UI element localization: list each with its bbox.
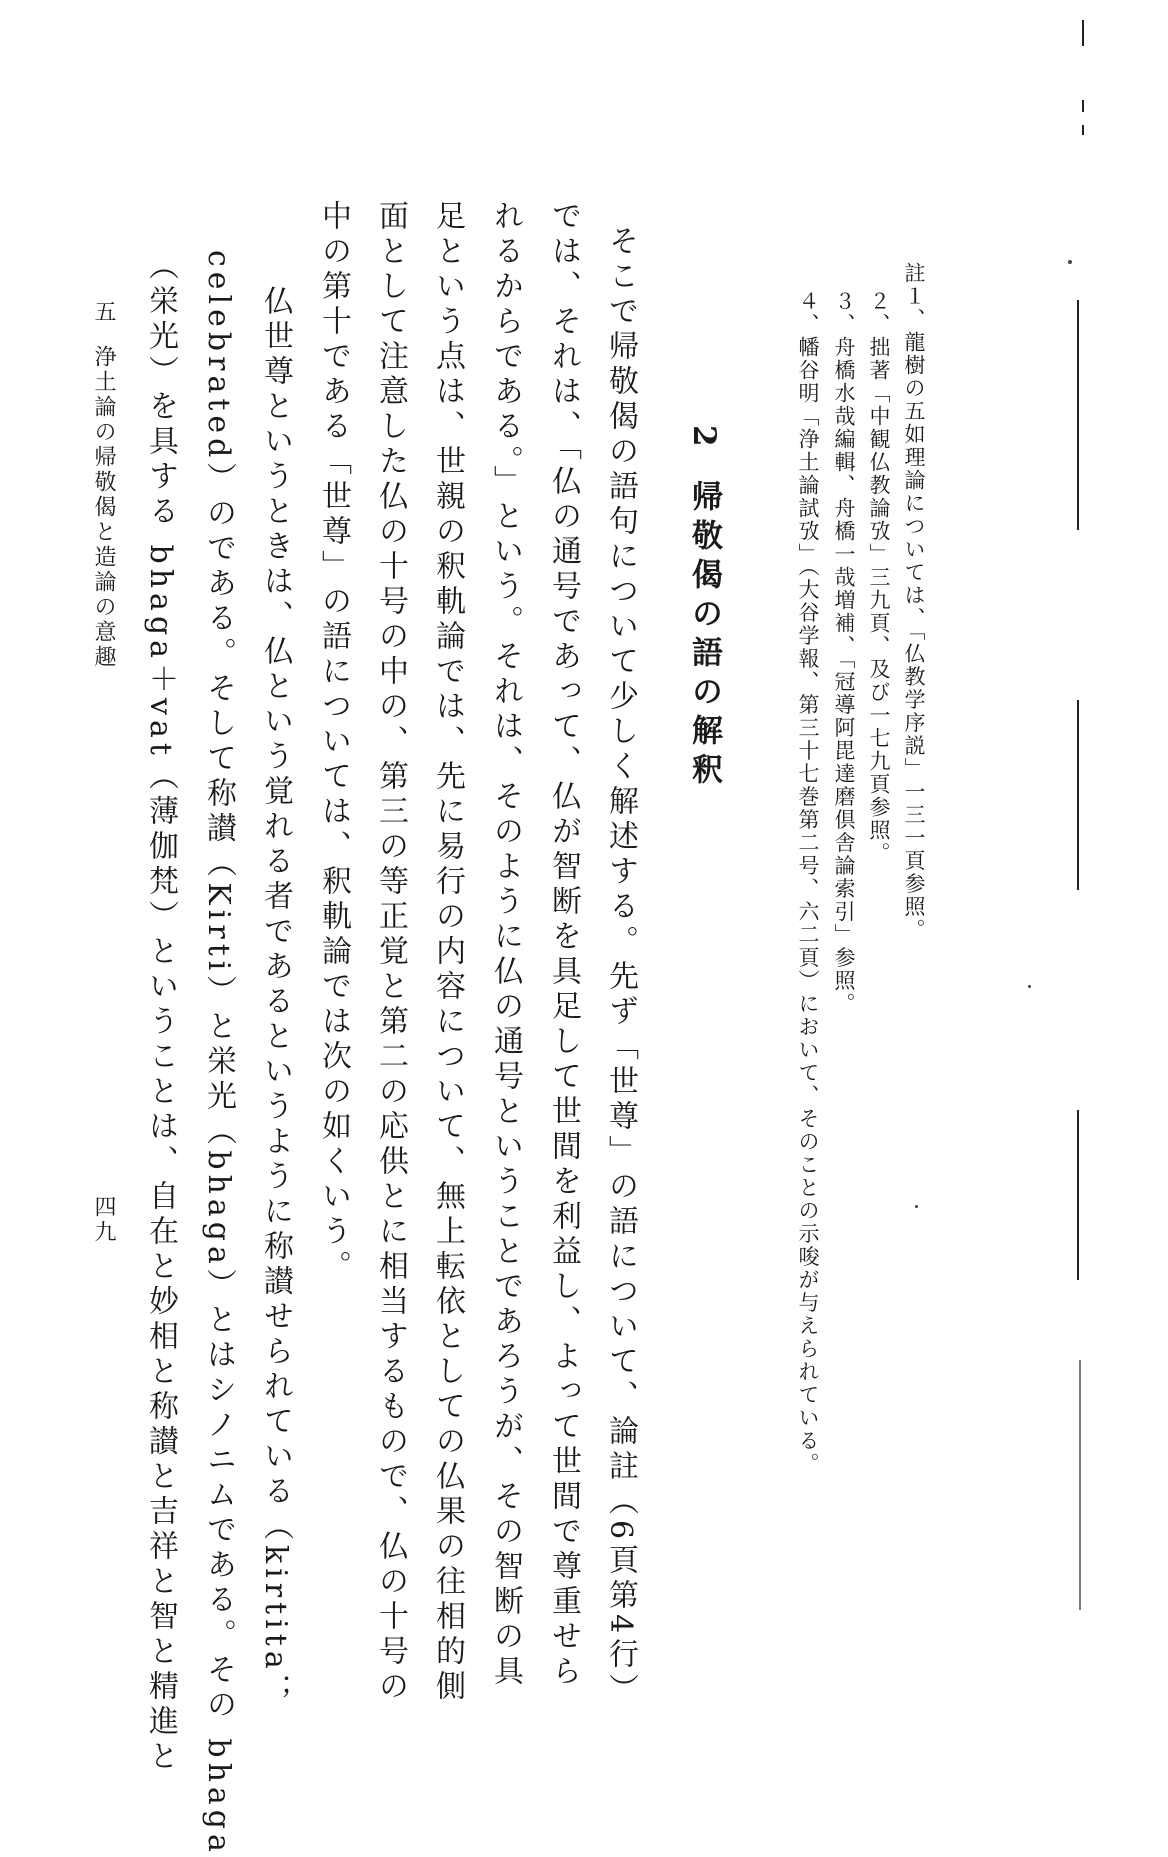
scan-edge-mark [1082,100,1084,112]
paragraph-2-line-1: 仏世尊というときは、仏という覚れる者であるというように称讃せられている（kirtita； [258,285,293,1709]
paragraph-2-line-3: （栄光）を具する bhaga＋vat（薄伽梵）ということは、自在と妙相と称讃と吉祥と智と精進と [143,250,178,1775]
paragraph-1-line-3: れるからである。」という。それは、そのように仏の通号ということであろうが、その智断の具 [488,200,523,1690]
paragraph-1-line-2: では、それは、「仏の通号であって、仏が智断を具足して世間を利益し、よって世間で尊重せら [546,200,581,1690]
section-title: 帰敬偈の語の解釈 [686,480,722,792]
scan-speck [915,1205,918,1208]
scan-edge-mark [1077,700,1079,890]
scan-speck [1028,985,1031,988]
footnote-3: ３、舟橋水哉編輯、舟橋一哉増補、「冠導阿毘達磨倶舎論索引」参照。 [832,290,856,1016]
scan-edge-mark [1077,300,1079,530]
paragraph-2-line-2: celebrated）のである。そして称讃（Kirti）と栄光（bhaga）とはシノニムである。その bhaga [201,250,236,1857]
paragraph-1-line-1: そこで帰敬偈の語句について少しく解述する。先ず「世尊」の語について、論註（6頁第4行） [603,225,638,1709]
footnote-4: ４、幡谷明「浄土論試攷」（大谷学報、第三十七巻第二号、六二頁）において、そのことの示唆が与えられている。 [796,290,820,1476]
footnote-2: ２、拙著「中観仏教論攷」三九頁、及び一七九頁参照。 [867,290,891,865]
scan-edge-mark [1082,20,1084,46]
scan-edge-mark [1079,1360,1081,1610]
scan-edge-mark [1077,1110,1079,1280]
running-title: 浄土論の帰敬偈と造論の意趣 [91,345,116,670]
page-number: 四九 [91,1195,116,1245]
scan-speck [1068,260,1072,264]
chapter-number: 五 [91,300,116,325]
paragraph-1-line-4: 足という点は、世親の釈軌論では、先に易行の内容について、無上転依としての仏果の往相的側 [430,200,465,1705]
paragraph-1-line-6: 中の第十である「世尊」の語については、釈軌論では次の如くいう。 [316,200,351,1285]
footnote-1: 註１、龍樹の五如理論については、「仏教学序説」一三一頁参照。 [902,262,926,942]
section-number: 2 [686,425,722,455]
scan-edge-mark [1082,125,1084,135]
paragraph-1-line-5: 面として注意した仏の十号の中の、第三の等正覚と第二の応供とに相当するもので、仏の十号の [373,200,408,1705]
